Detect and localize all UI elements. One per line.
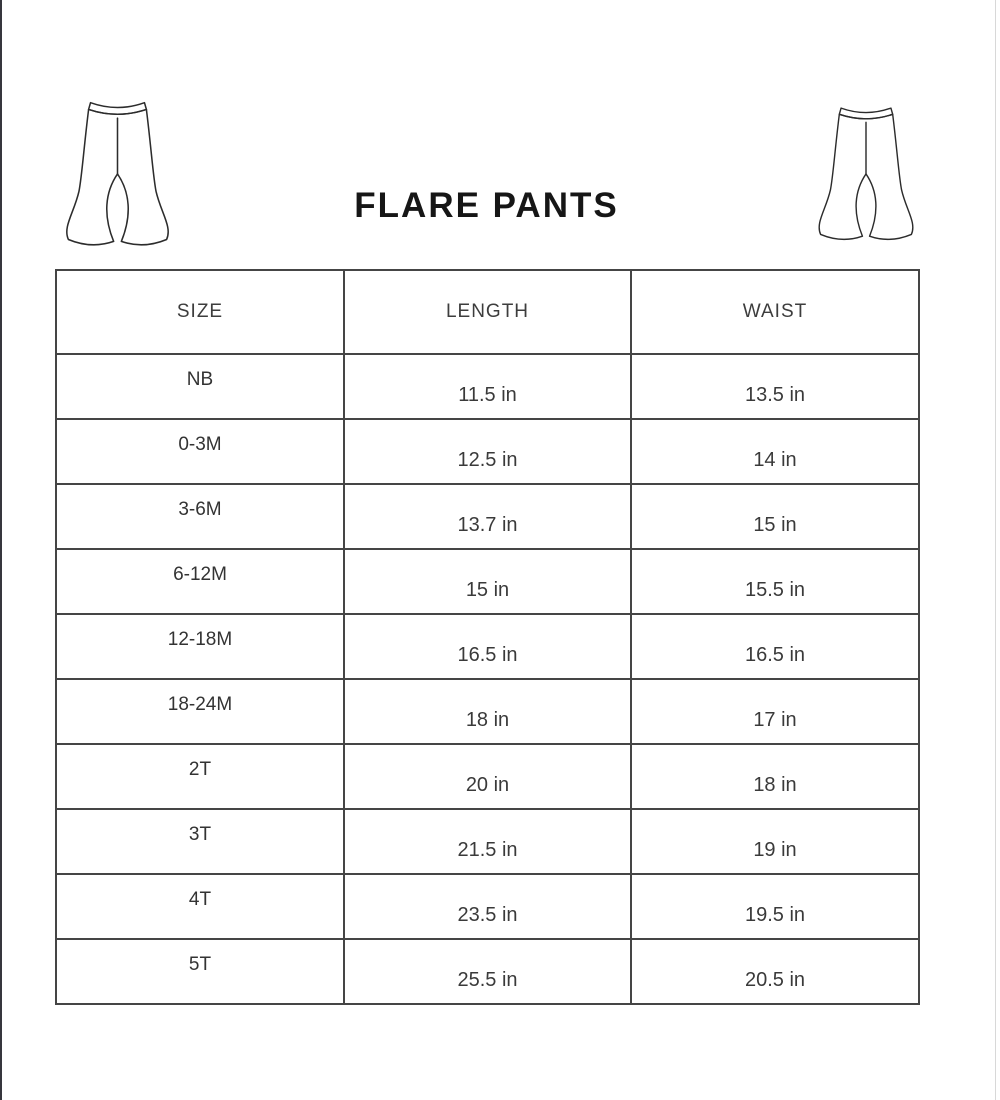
length-cell: 20 in [344,744,631,809]
waist-cell: 15 in [631,484,919,549]
length-cell: 12.5 in [344,419,631,484]
flare-pants-drawing [59,95,176,252]
size-cell: 12-18M [56,614,344,679]
length-cell: 13.7 in [344,484,631,549]
page-title: FLARE PANTS [354,186,619,225]
length-cell: 25.5 in [344,939,631,1004]
waist-cell: 19 in [631,809,919,874]
page-left-edge-line [0,0,2,1100]
waist-cell: 14 in [631,419,919,484]
length-cell: 18 in [344,679,631,744]
table-row [56,939,919,1004]
table-row [56,419,919,484]
length-cell: 11.5 in [344,354,631,419]
length-cell: 15 in [344,549,631,614]
size-cell: 5T [56,939,344,1004]
column-header-size: SIZE [56,270,344,354]
waist-cell: 20.5 in [631,939,919,1004]
waist-cell: 13.5 in [631,354,919,419]
size-cell: 0-3M [56,419,344,484]
size-cell: 3-6M [56,484,344,549]
table-row [56,679,919,744]
waist-cell: 18 in [631,744,919,809]
table-row [56,614,919,679]
size-cell: 3T [56,809,344,874]
table-row [56,874,919,939]
size-cell: 18-24M [56,679,344,744]
table-row [56,549,919,614]
table-row [56,744,919,809]
length-cell: 21.5 in [344,809,631,874]
waist-cell: 17 in [631,679,919,744]
table-row [56,354,919,419]
size-cell: 4T [56,874,344,939]
table-row [56,809,919,874]
size-cell: 6-12M [56,549,344,614]
waist-cell: 16.5 in [631,614,919,679]
waist-cell: 15.5 in [631,549,919,614]
table-row [56,484,919,549]
size-chart-table [55,269,920,1005]
size-cell: 2T [56,744,344,809]
column-header-waist: WAIST [631,270,919,354]
flare-pants-icon-left [59,95,176,252]
size-cell: NB [56,354,344,419]
page-right-edge-line [995,0,996,1100]
length-cell: 16.5 in [344,614,631,679]
length-cell: 23.5 in [344,874,631,939]
column-header-length: LENGTH [344,270,631,354]
table-header-row [56,270,919,354]
waist-cell: 19.5 in [631,874,919,939]
